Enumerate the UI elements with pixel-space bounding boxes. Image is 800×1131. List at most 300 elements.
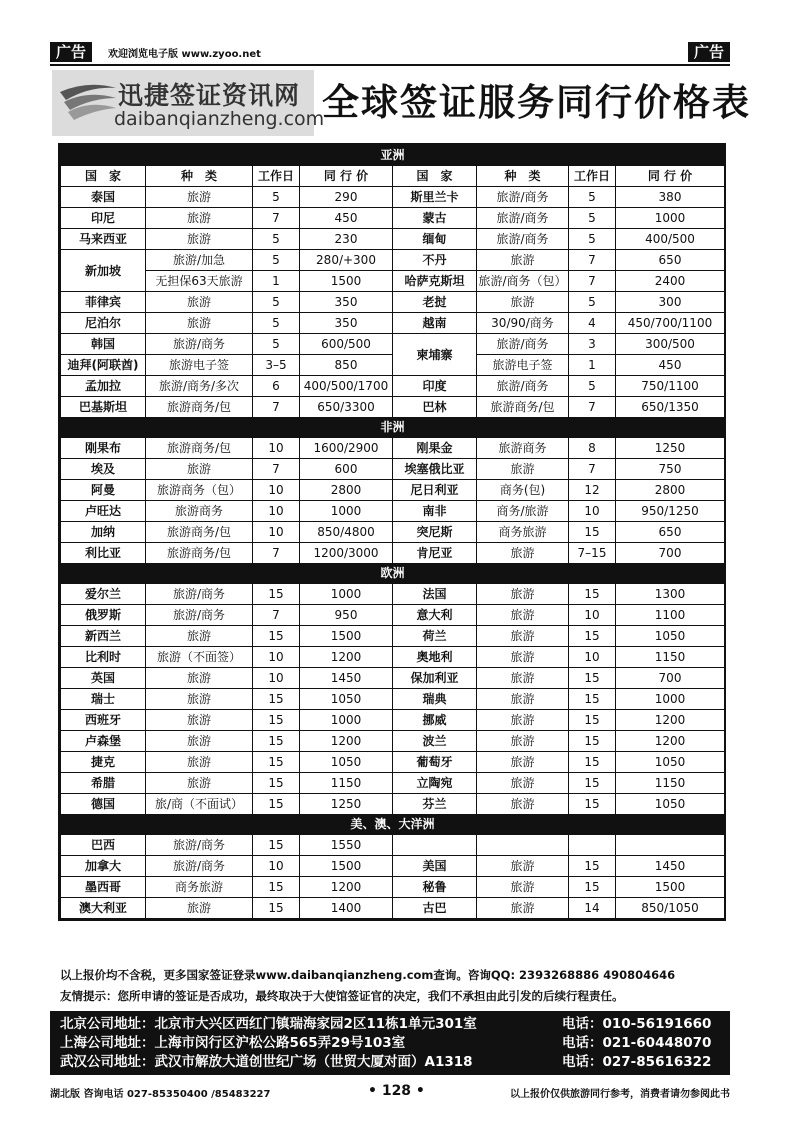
- table-cell: 700: [616, 668, 725, 689]
- table-cell: 1200: [300, 731, 393, 752]
- table-cell: 650: [616, 522, 725, 543]
- table-cell: 850: [300, 355, 393, 376]
- table-row: [61, 877, 725, 898]
- section-header: [61, 146, 725, 166]
- table-cell: 1: [253, 271, 300, 292]
- country-cell: 利比亚: [61, 543, 146, 564]
- table-cell: 15: [569, 710, 616, 731]
- table-cell: 15: [569, 689, 616, 710]
- table-cell: 15: [569, 522, 616, 543]
- table-cell: 旅游: [477, 292, 569, 313]
- column-header: 种 类: [146, 166, 253, 187]
- country-cell: 刚果布: [61, 438, 146, 459]
- table-cell: 1100: [616, 605, 725, 626]
- table-cell: 旅游: [477, 459, 569, 480]
- country-cell: 捷克: [61, 752, 146, 773]
- column-header: 同 行 价: [300, 166, 393, 187]
- table-cell: 7: [253, 459, 300, 480]
- table-cell: 15: [253, 877, 300, 898]
- country-cell: 阿曼: [61, 480, 146, 501]
- table-cell: 1000: [300, 584, 393, 605]
- table-cell: 旅游/商务: [146, 584, 253, 605]
- column-header: 国 家: [61, 166, 146, 187]
- country-cell: 印度: [393, 376, 477, 397]
- table-cell: 1450: [616, 856, 725, 877]
- table-cell: 600/500: [300, 334, 393, 355]
- table-cell: 10: [569, 501, 616, 522]
- wuhan-address: 武汉公司地址：武汉市解放大道创世纪广场（世贸大厦对面）A1318: [60, 1054, 473, 1070]
- country-cell: 秘鲁: [393, 877, 477, 898]
- table-cell: 旅游/商务: [146, 605, 253, 626]
- country-cell: 卢森堡: [61, 731, 146, 752]
- table-row: [61, 668, 725, 689]
- table-cell: 1000: [300, 710, 393, 731]
- country-cell: 肯尼亚: [393, 543, 477, 564]
- table-cell: 10: [253, 856, 300, 877]
- table-cell: 15: [253, 584, 300, 605]
- shanghai-phone: 电话：021-60448070: [562, 1035, 712, 1051]
- table-cell: 旅游: [477, 584, 569, 605]
- table-cell: 300/500: [616, 334, 725, 355]
- country-cell: 荷兰: [393, 626, 477, 647]
- table-cell: 450: [300, 208, 393, 229]
- table-cell: 750/1100: [616, 376, 725, 397]
- table-cell: 5: [569, 187, 616, 208]
- column-header: 工作日: [253, 166, 300, 187]
- country-cell: 突尼斯: [393, 522, 477, 543]
- table-cell: 旅游: [146, 626, 253, 647]
- country-cell: 尼泊尔: [61, 313, 146, 334]
- table-cell: 旅游: [477, 543, 569, 564]
- table-cell: 旅游: [146, 773, 253, 794]
- country-cell: 哈萨克斯坦: [393, 271, 477, 292]
- table-cell: 15: [569, 877, 616, 898]
- table-cell: 5: [253, 250, 300, 271]
- table-cell: 1500: [300, 626, 393, 647]
- country-cell: 卢旺达: [61, 501, 146, 522]
- country-cell: 瑞典: [393, 689, 477, 710]
- contact-footer: [50, 1011, 730, 1075]
- country-cell: 墨西哥: [61, 877, 146, 898]
- country-cell: 巴西: [61, 835, 146, 856]
- country-cell: [393, 835, 477, 856]
- table-cell: 12: [569, 480, 616, 501]
- section-header: [61, 418, 725, 438]
- ad-tag-right: 广告: [688, 42, 730, 62]
- table-cell: 290: [300, 187, 393, 208]
- welcome-text: 欢迎浏览电子版 www.zyoo.net: [108, 49, 261, 60]
- table-row: [61, 543, 725, 564]
- country-cell: 马来西亚: [61, 229, 146, 250]
- table-cell: 15: [569, 856, 616, 877]
- table-cell: 旅游商务/包: [146, 397, 253, 418]
- table-cell: 2800: [300, 480, 393, 501]
- table-cell: 旅游商务/包: [146, 522, 253, 543]
- country-cell: 老挝: [393, 292, 477, 313]
- price-table: [58, 143, 726, 921]
- table-cell: 8: [569, 438, 616, 459]
- country-cell: 加纳: [61, 522, 146, 543]
- country-cell: 尼日利亚: [393, 480, 477, 501]
- table-cell: 950/1250: [616, 501, 725, 522]
- table-cell: 旅游电子签: [146, 355, 253, 376]
- table-cell: 旅游商务/包: [146, 543, 253, 564]
- country-cell: 迪拜(阿联酋): [61, 355, 146, 376]
- table-cell: 旅游: [477, 752, 569, 773]
- table-cell: 10: [253, 668, 300, 689]
- table-cell: 无担保63天旅游: [146, 271, 253, 292]
- column-header: 国 家: [393, 166, 477, 187]
- table-cell: 1200: [300, 647, 393, 668]
- table-row: [61, 522, 725, 543]
- country-cell: 泰国: [61, 187, 146, 208]
- country-cell: 英国: [61, 668, 146, 689]
- table-cell: 1050: [616, 794, 725, 815]
- table-cell: 旅游: [477, 250, 569, 271]
- table-cell: 1450: [300, 668, 393, 689]
- table-cell: 7: [253, 543, 300, 564]
- table-cell: 10: [569, 647, 616, 668]
- section-header: [61, 564, 725, 584]
- country-cell: 刚果金: [393, 438, 477, 459]
- table-cell: 旅游: [477, 605, 569, 626]
- country-cell: 巴基斯坦: [61, 397, 146, 418]
- country-cell: 新西兰: [61, 626, 146, 647]
- table-cell: 旅游: [146, 208, 253, 229]
- country-cell: 加拿大: [61, 856, 146, 877]
- table-cell: 1000: [616, 208, 725, 229]
- table-cell: 商务旅游: [477, 522, 569, 543]
- table-cell: 300: [616, 292, 725, 313]
- table-row: [61, 584, 725, 605]
- table-row: [61, 271, 725, 292]
- table-cell: 950: [300, 605, 393, 626]
- table-cell: 700: [616, 543, 725, 564]
- table-cell: 7: [569, 271, 616, 292]
- country-cell: 古巴: [393, 898, 477, 919]
- table-cell: 7: [569, 250, 616, 271]
- column-header-row: [61, 166, 725, 187]
- country-cell: 埃塞俄比亚: [393, 459, 477, 480]
- country-cell: 立陶宛: [393, 773, 477, 794]
- country-cell: 俄罗斯: [61, 605, 146, 626]
- table-cell: 2800: [616, 480, 725, 501]
- table-cell: 商务/旅游: [477, 501, 569, 522]
- table-cell: 15: [569, 773, 616, 794]
- logo-domain: daibanqianzheng.com: [114, 108, 325, 130]
- table-cell: 350: [300, 292, 393, 313]
- table-cell: 旅游: [146, 752, 253, 773]
- table-cell: 10: [253, 501, 300, 522]
- table-cell: 旅游/商务: [477, 334, 569, 355]
- price-note: 以上报价均不含税，更多国家签证登录www.daibanqianzheng.com查询。咨询QQ: 2393268886 490804646: [60, 968, 676, 982]
- country-cell: 南非: [393, 501, 477, 522]
- table-cell: 旅游: [477, 668, 569, 689]
- table-cell: 4: [569, 313, 616, 334]
- table-cell: 旅游: [146, 731, 253, 752]
- country-cell: 保加利亚: [393, 668, 477, 689]
- table-cell: 15: [253, 898, 300, 919]
- table-cell: 旅游商务: [146, 501, 253, 522]
- country-cell: 美国: [393, 856, 477, 877]
- wuhan-phone: 电话：027-85616322: [562, 1054, 712, 1070]
- table-row: [61, 376, 725, 397]
- table-cell: 5: [569, 229, 616, 250]
- table-cell: 旅游: [146, 668, 253, 689]
- table-cell: 旅游/商务: [477, 208, 569, 229]
- table-cell: 15: [569, 584, 616, 605]
- table-row: [61, 334, 725, 355]
- table-cell: 850/1050: [616, 898, 725, 919]
- table-cell: 15: [569, 626, 616, 647]
- country-cell: 不丹: [393, 250, 477, 271]
- country-cell: 斯里兰卡: [393, 187, 477, 208]
- table-cell: 1250: [616, 438, 725, 459]
- table-cell: [477, 835, 569, 856]
- table-cell: 旅游: [146, 689, 253, 710]
- table-cell: 1050: [616, 752, 725, 773]
- table-cell: 旅游/商务: [146, 334, 253, 355]
- section-title: 亚洲: [61, 146, 725, 166]
- table-cell: 1250: [300, 794, 393, 815]
- table-row: [61, 605, 725, 626]
- table-row: [61, 898, 725, 919]
- section-title: 美、澳、大洋洲: [61, 815, 725, 835]
- country-cell: 爱尔兰: [61, 584, 146, 605]
- table-row: [61, 835, 725, 856]
- table-cell: 旅/商（不面试）: [146, 794, 253, 815]
- table-cell: 旅游/商务: [146, 835, 253, 856]
- page-number: • 128 •: [368, 1083, 425, 1099]
- table-cell: 旅游/商务/多次: [146, 376, 253, 397]
- country-cell: 巴林: [393, 397, 477, 418]
- table-cell: 7: [569, 459, 616, 480]
- table-cell: 1: [569, 355, 616, 376]
- table-cell: 400/500/1700: [300, 376, 393, 397]
- table-cell: 380: [616, 187, 725, 208]
- country-cell: 希腊: [61, 773, 146, 794]
- country-cell: 芬兰: [393, 794, 477, 815]
- table-cell: 1500: [300, 856, 393, 877]
- table-cell: 5: [569, 292, 616, 313]
- logo: [52, 70, 325, 136]
- shanghai-address: 上海公司地址：上海市闵行区沪松公路565弄29号103室: [60, 1035, 406, 1051]
- country-cell: 新加坡: [61, 250, 146, 292]
- table-cell: 旅游电子签: [477, 355, 569, 376]
- swoosh-icon: [58, 78, 120, 126]
- section-title: 非洲: [61, 418, 725, 438]
- top-bar: [50, 42, 730, 64]
- table-cell: 15: [253, 710, 300, 731]
- table-cell: [616, 835, 725, 856]
- table-cell: 1150: [616, 647, 725, 668]
- country-cell: 澳大利亚: [61, 898, 146, 919]
- table-cell: 5: [569, 376, 616, 397]
- country-cell: 蒙古: [393, 208, 477, 229]
- table-cell: 650/1350: [616, 397, 725, 418]
- country-cell: 缅甸: [393, 229, 477, 250]
- table-cell: 1400: [300, 898, 393, 919]
- country-cell: 韩国: [61, 334, 146, 355]
- table-cell: 15: [253, 752, 300, 773]
- table-cell: 1500: [300, 271, 393, 292]
- table-cell: 1150: [300, 773, 393, 794]
- table-cell: 30/90/商务: [477, 313, 569, 334]
- country-cell: 埃及: [61, 459, 146, 480]
- table-cell: 旅游/商务: [477, 187, 569, 208]
- country-cell: 越南: [393, 313, 477, 334]
- table-row: [61, 626, 725, 647]
- table-cell: 14: [569, 898, 616, 919]
- table-row: [61, 689, 725, 710]
- table-cell: 旅游: [146, 898, 253, 919]
- table-cell: 750: [616, 459, 725, 480]
- table-cell: 5: [253, 229, 300, 250]
- section-header: [61, 815, 725, 835]
- table-cell: 5: [253, 187, 300, 208]
- table-cell: 1050: [616, 626, 725, 647]
- country-cell: 印尼: [61, 208, 146, 229]
- table-cell: 旅游: [477, 731, 569, 752]
- column-header: 工作日: [569, 166, 616, 187]
- table-cell: 旅游商务: [477, 438, 569, 459]
- beijing-phone: 电话：010-56191660: [562, 1016, 712, 1032]
- country-cell: 葡萄牙: [393, 752, 477, 773]
- table-cell: 旅游: [146, 313, 253, 334]
- disclaimer: 以上报价仅供旅游同行参考，消费者请勿参阅此书: [510, 1089, 730, 1100]
- edition-contact: 湖北版 咨询电话 027-85350400 /85483227: [50, 1089, 271, 1100]
- table-cell: 7: [253, 397, 300, 418]
- country-cell: 奥地利: [393, 647, 477, 668]
- table-cell: 2400: [616, 271, 725, 292]
- country-cell: 意大利: [393, 605, 477, 626]
- table-cell: 5: [253, 334, 300, 355]
- table-cell: 650/3300: [300, 397, 393, 418]
- table-cell: 旅游: [146, 292, 253, 313]
- table-cell: 1550: [300, 835, 393, 856]
- table-cell: 5: [569, 208, 616, 229]
- page-title: 全球签证服务同行价格表: [322, 81, 751, 124]
- table-cell: 商务(包): [477, 480, 569, 501]
- table-cell: 5: [253, 313, 300, 334]
- table-cell: 10: [253, 480, 300, 501]
- table-cell: 旅游/加急: [146, 250, 253, 271]
- table-cell: 10: [253, 647, 300, 668]
- table-cell: 1300: [616, 584, 725, 605]
- country-cell: 波兰: [393, 731, 477, 752]
- table-cell: 1150: [616, 773, 725, 794]
- table-row: [61, 752, 725, 773]
- country-cell: 德国: [61, 794, 146, 815]
- table-row: [61, 773, 725, 794]
- column-header: 同 行 价: [616, 166, 725, 187]
- table-cell: 旅游: [477, 647, 569, 668]
- table-cell: 650: [616, 250, 725, 271]
- table-cell: 旅游: [146, 229, 253, 250]
- table-cell: 15: [253, 794, 300, 815]
- table-row: [61, 856, 725, 877]
- table-row: [61, 438, 725, 459]
- table-cell: 旅游（不面签）: [146, 647, 253, 668]
- table-cell: 5: [253, 292, 300, 313]
- table-row: [61, 710, 725, 731]
- country-cell: 挪威: [393, 710, 477, 731]
- table-row: [61, 250, 725, 271]
- table-row: [61, 292, 725, 313]
- table-row: [61, 397, 725, 418]
- table-cell: 旅游: [146, 459, 253, 480]
- friendly-tip: 友情提示：您所申请的签证是否成功，最终取决于大使馆签证官的决定，我们不承担由此引发的后续行程责任。: [60, 989, 624, 1003]
- country-cell: 孟加拉: [61, 376, 146, 397]
- table-cell: 1050: [300, 752, 393, 773]
- table-cell: 400/500: [616, 229, 725, 250]
- table-cell: 旅游/商务: [477, 376, 569, 397]
- table-cell: 旅游: [477, 877, 569, 898]
- table-cell: 450: [616, 355, 725, 376]
- country-cell: 柬埔寨: [393, 334, 477, 376]
- table-row: [61, 501, 725, 522]
- table-cell: 350: [300, 313, 393, 334]
- table-cell: 1500: [616, 877, 725, 898]
- table-cell: 10: [569, 605, 616, 626]
- header-rule: [50, 64, 730, 66]
- table-row: [61, 794, 725, 815]
- table-cell: 15: [253, 835, 300, 856]
- table-row: [61, 313, 725, 334]
- table-cell: 旅游: [477, 689, 569, 710]
- table-cell: 7: [253, 605, 300, 626]
- table-cell: 旅游: [477, 626, 569, 647]
- table-cell: 旅游商务（包）: [146, 480, 253, 501]
- table-cell: 1200/3000: [300, 543, 393, 564]
- table-cell: 15: [569, 731, 616, 752]
- table-row: [61, 459, 725, 480]
- country-cell: 菲律宾: [61, 292, 146, 313]
- table-cell: 旅游: [477, 856, 569, 877]
- table-cell: [569, 835, 616, 856]
- table-cell: 旅游/商务（包）: [477, 271, 569, 292]
- table-row: [61, 187, 725, 208]
- table-cell: 6: [253, 376, 300, 397]
- country-cell: 西班牙: [61, 710, 146, 731]
- column-header: 种 类: [477, 166, 569, 187]
- country-cell: 瑞士: [61, 689, 146, 710]
- table-cell: 15: [253, 689, 300, 710]
- logo-chinese: 迅捷签证资讯网: [118, 81, 301, 110]
- table-cell: 1000: [616, 689, 725, 710]
- table-cell: 230: [300, 229, 393, 250]
- table-cell: 1600/2900: [300, 438, 393, 459]
- table-row: [61, 480, 725, 501]
- country-cell: 法国: [393, 584, 477, 605]
- table-cell: 280/+300: [300, 250, 393, 271]
- table-cell: 商务旅游: [146, 877, 253, 898]
- table-cell: 850/4800: [300, 522, 393, 543]
- table-cell: 旅游商务/包: [146, 438, 253, 459]
- table-cell: 15: [253, 626, 300, 647]
- table-cell: 1200: [300, 877, 393, 898]
- ad-tag-left: 广告: [50, 42, 92, 62]
- table-cell: 450/700/1100: [616, 313, 725, 334]
- table-cell: 15: [253, 731, 300, 752]
- table-cell: 7–15: [569, 543, 616, 564]
- table-cell: 旅游: [146, 187, 253, 208]
- table-cell: 旅游: [477, 898, 569, 919]
- table-cell: 15: [569, 794, 616, 815]
- table-cell: 10: [253, 522, 300, 543]
- table-cell: 旅游: [477, 773, 569, 794]
- table-cell: 1000: [300, 501, 393, 522]
